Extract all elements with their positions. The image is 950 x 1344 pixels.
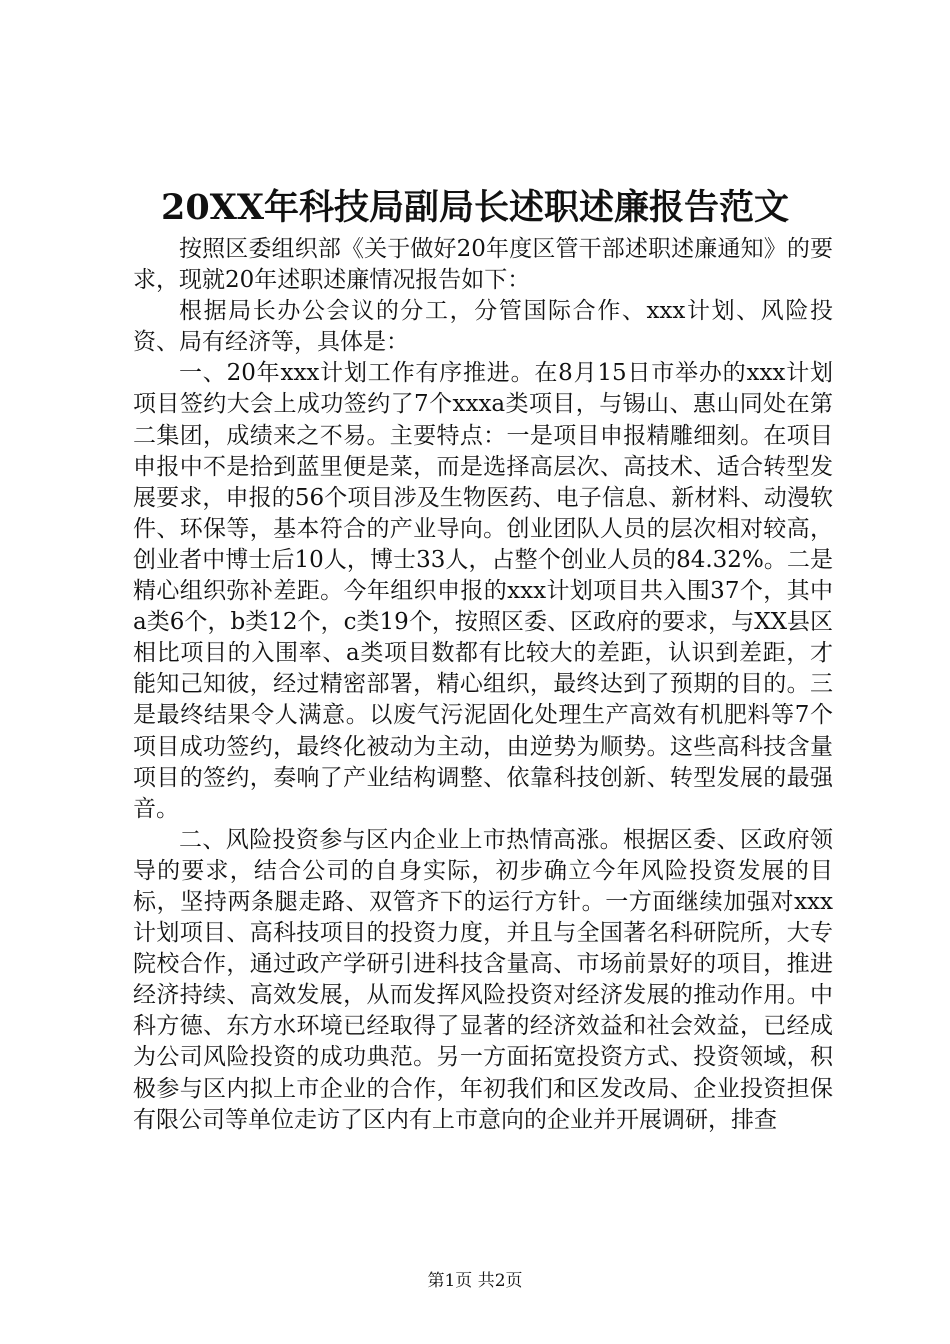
paragraph-division: 根据局长办公会议的分工，分管国际合作、xxx计划、风险投资、局有经济等，具体是： [133, 298, 833, 356]
page-footer: 第1页 共2页 [427, 1271, 523, 1291]
paragraph-section-two: 二、风险投资参与区内企业上市热情高涨。根据区委、区政府领导的要求，结合公司的自身实际，初步确立今年风险投资发展的目标，坚持两条腿走路、双管齐下的运行方针。一方面继续加强对xxx计划项目、高科技项目的投资力度，并且与全国著名科研院所，大专院校合作，通过政产学研引进科技含量高、市场前景好的项目，推进经济持续、高效发展，从而发挥风险投资对经济发展的推动作用。中科方德、东方水环境已经取得了显著的经济效益和社会效益，已经成为公司风险投资的成功典范。另一方面拓宽投资方式、投资领域，积极参与区内拟上市企业的合作，年初我们和区发改局、企业投资担保有限公司等单位走访了区内有上市意向的企业并开展调研，排查 [133, 826, 833, 1133]
document-title: 20XX年科技局副局长述职述廉报告范文 [160, 187, 790, 228]
document-body [133, 234, 833, 1136]
paragraph-section-one: 一、20年xxx计划工作有序推进。在8月15日市举办的xxx计划项目签约大会上成功签约了7个xxxa类项目，与锡山、惠山同处在第二集团，成绩来之不易。主要特点：一是项目申报精雕细刻。在项目申报中不是拾到蓝里便是菜，而是选择高层次、高技术、适合转型发展要求，申报的56个项目涉及生物医药、电子信息、新材料、动漫软件、环保等，基本符合的产业导向。创业团队人员的层次相对较高，创业者中博士后10人，博士33人，占整个创业人员的84.32%。二是精心组织弥补差距。今年组织申报的xxx计划项目共入围37个，其中a类6个，b类12个，c类19个，按照区委、区政府的要求，与XX县区相比项目的入围率、a类项目数都有比较大的差距，认识到差距，才能知己知彼，经过精密部署，精心组织，最终达到了预期的目的。三是最终结果令人满意。以废气污泥固化处理生产高效有机肥料等7个项目成功签约，最终化被动为主动，由逆势为顺势。这些高科技含量项目的签约，奏响了产业结构调整、依靠科技创新、转型发展的最强音。 [133, 360, 833, 822]
paragraph-intro: 按照区委组织部《关于做好20年度区管干部述职述廉通知》的要求，现就20年述职述廉情况报告如下： [133, 236, 833, 294]
